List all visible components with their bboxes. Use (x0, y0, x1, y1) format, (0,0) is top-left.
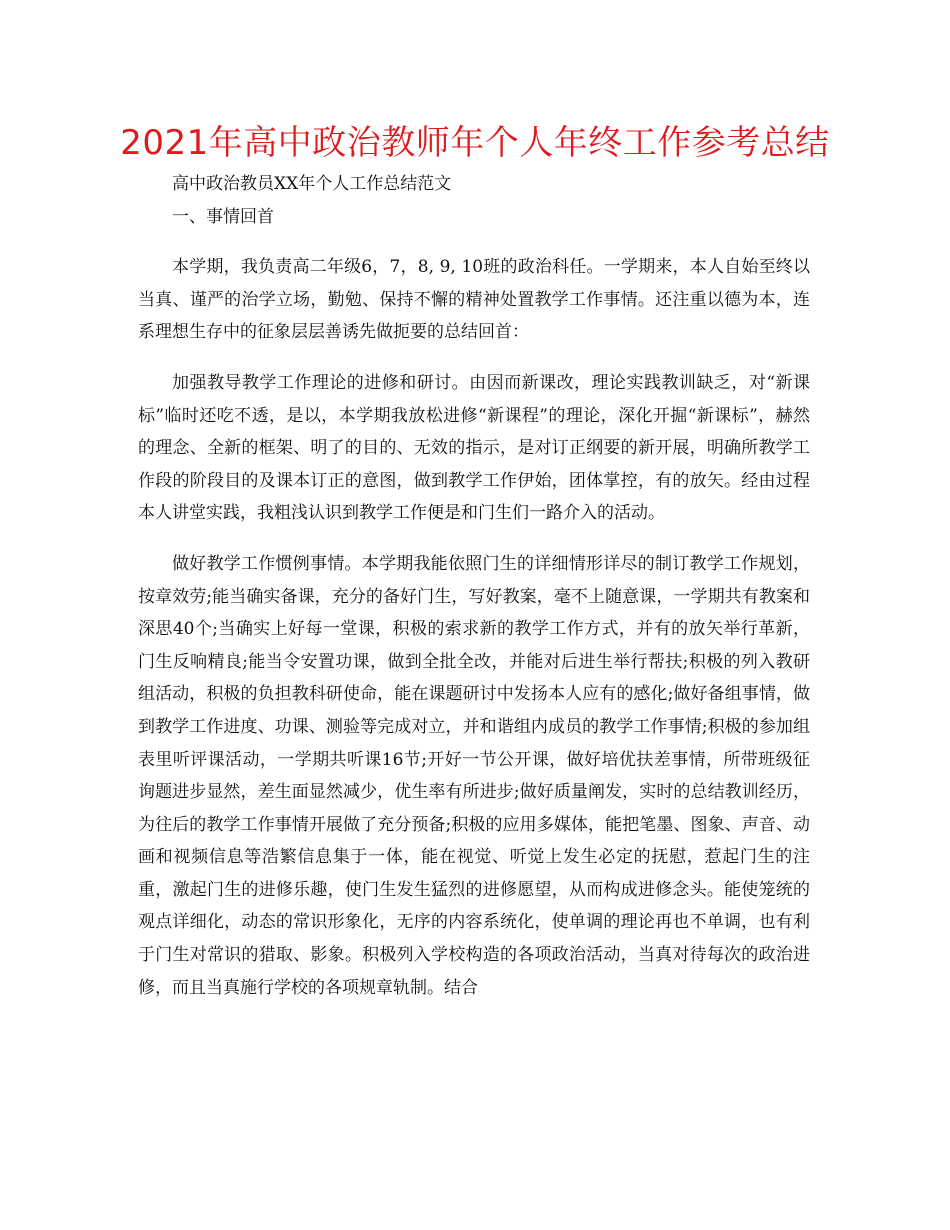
section-heading: 一、事情回首 (172, 206, 274, 227)
document-subtitle: 高中政治教员XX年个人工作总结范文 (172, 174, 452, 194)
paragraph-3: 做好教学工作惯例事情。本学期我能依照门生的详细情形详尽的制订教学工作规划，按章效劳;能当确实备课，充分的备好门生，写好教案，毫不上随意课，一学期共有教案和深思40个;当确实上好每一堂课，积极的索求新的教学工作方式，并有的放矢举行革新，门生反响精良;能当令安置功课，做到全批全改，并能对后进生举行帮扶;积极的列入教研组活动，积极的负担教科研使命，能在课题研讨中发扬本人应有的感化;做好备组事情，做到教学工作进度、功课、测验等完成对立，并和谐组内成员的教学工作事情;积极的参加组表里听评课活动，一学期共听课16节;开好一节公开课，做好培优扶差事情，所带班级征询题进步显然，差生面显然减少，优生率有所进步;做好质量阐发，实时的总结教训经历，为往后的教学工作事情开展做了充分预备;积极的应用多媒体，能把笔墨、图象、声音、动画和视频信息等浩繁信息集于一体，能在视觉、听觉上发生必定的抚慰，惹起门生的注重，激起门生的进修乐趣，使门生发生猛烈的进修愿望，从而构成进修念头。能使笼统的观点详细化，动态的常识形象化，无序的内容系统化，使单调的理论再也不单调，也有利于门生对常识的猎取、影象。积极列入学校构造的各项政治活动，当真对待每次的政治进修，而且当真施行学校的各项规章轨制。结合 (138, 553, 810, 998)
document-title: 2021年高中政治教师年个人年终工作参考总结 (120, 123, 830, 163)
document-body (138, 168, 810, 1004)
paragraph-1: 本学期，我负责高二年级6，7，8, 9, 10班的政治科任。一学期来，本人自始至终以当真、谨严的治学立场，勤勉、保持不懈的精神处置教学工作事情。还注重以德为本，连系理想生存中的征象层层善诱先做扼要的总结回首： (138, 257, 810, 343)
paragraph-2: 加强教导教学工作理论的进修和研讨。由因而新课改，理论实践教训缺乏，对“新课标”临时还吃不透，是以，本学期我放松进修“新课程”的理论，深化开掘“新课标”，赫然的理念、全新的框架、明了的目的、无效的指示，是对订正纲要的新开展，明确所教学工作段的阶段目的及课本订正的意图，做到教学工作伊始，团体掌控，有的放矢。经由过程本人讲堂实践，我粗浅认识到教学工作便是和门生们一路介入的活动。 (138, 372, 810, 524)
